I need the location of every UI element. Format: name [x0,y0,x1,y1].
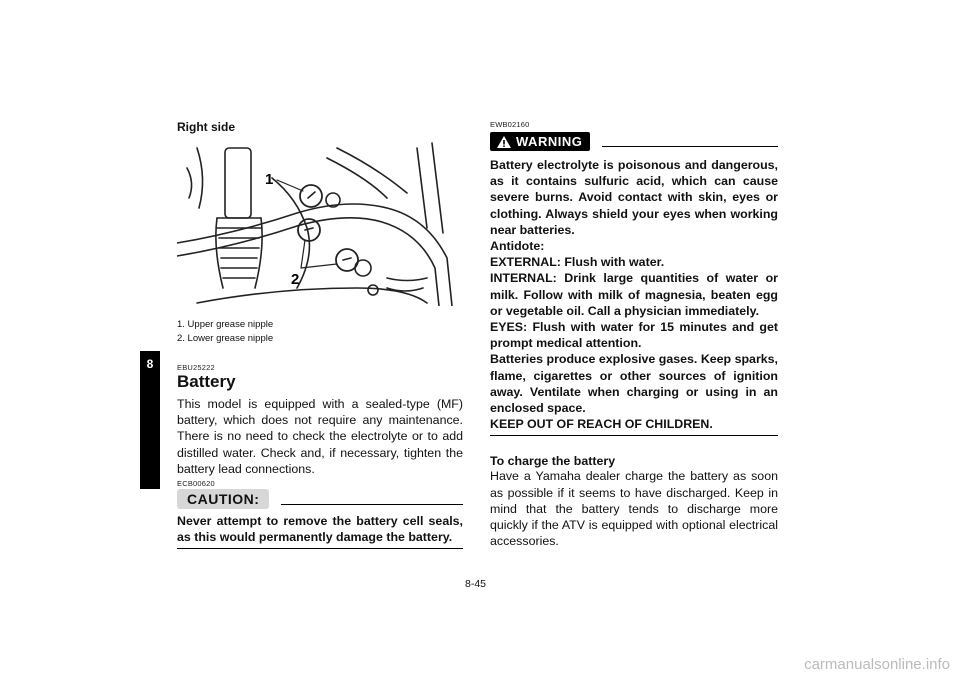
caution-text: Never attempt to remove the battery cell seals, as this would permanently damage the battery. [177,514,463,545]
warning-rule [602,136,778,147]
caption-upper: 1. Upper grease nipple [177,319,274,330]
callout-1: 1 [265,171,274,188]
page-number: 8-45 [465,578,487,590]
battery-heading: Battery [177,372,236,391]
warning-header [490,132,778,151]
warning-line-2: Antidote: [490,239,545,254]
caption-lower: 2. Lower grease nipple [177,333,274,344]
grease-nipple-figure [177,138,463,306]
caution-header [177,489,463,509]
warning-line-3: EXTERNAL: Flush with water. [490,255,665,270]
charge-heading: To charge the battery [490,454,616,469]
lower-nipple-circle-b [336,249,358,271]
battery-section-code: EBU25222 [177,363,215,372]
charge-body: Have a Yamaha dealer charge the battery as soon as possible if it seems to have discharged. Keep in mind that the battery tends to discharge more quickly if the ATV is equipped with optional electrical accessories. [490,469,778,549]
chapter-number: 8 [146,357,154,371]
figure-title: Right side [177,120,236,134]
right-column [490,120,778,549]
left-column [177,120,463,549]
warning-line-4: INTERNAL: Drink large quantities of water or milk. Follow with milk of magnesia, beaten egg or vegetable oil. Call a physician immediately. [490,271,778,318]
caution-code: ECB00620 [177,479,215,489]
warning-badge [490,132,590,151]
warning-code: EWB02160 [490,120,530,129]
callout-2: 2 [291,271,300,288]
warning-line-1: Battery electrolyte is poisonous and dangerous, as it contains sulfuric acid, which can cause severe burns. Avoid contact with skin, eyes or clothing. Always shield your eyes when working near batteries. [490,158,778,237]
warning-bottom-rule [490,435,778,436]
figure-captions [177,318,463,346]
warning-line-6: Batteries produce explosive gases. Keep sparks, flame, cigarettes or other sources of ignition away. Ventilate when charging or using in an enclosed space. [490,352,778,416]
suspension-illustration [177,138,463,306]
warning-label: WARNING [516,134,583,149]
warning-body [490,157,778,432]
caution-rule [281,494,463,505]
chapter-tab [140,351,160,489]
site-watermark: carmanualsonline.info [804,656,950,673]
caution-bottom-rule [177,548,463,549]
battery-body: This model is equipped with a sealed-type (MF) battery, which does not require any maintenance. There is no need to check the electrolyte or to add distilled water. Check and, if necessary, tighten the battery lead connections. [177,397,463,476]
caution-badge: CAUTION: [177,489,269,509]
warning-triangle-icon [496,135,512,149]
shock-absorber [225,148,251,218]
warning-line-7: KEEP OUT OF REACH OF CHILDREN. [490,417,713,432]
warning-line-5: EYES: Flush with water for 15 minutes and get prompt medical attention. [490,320,778,351]
